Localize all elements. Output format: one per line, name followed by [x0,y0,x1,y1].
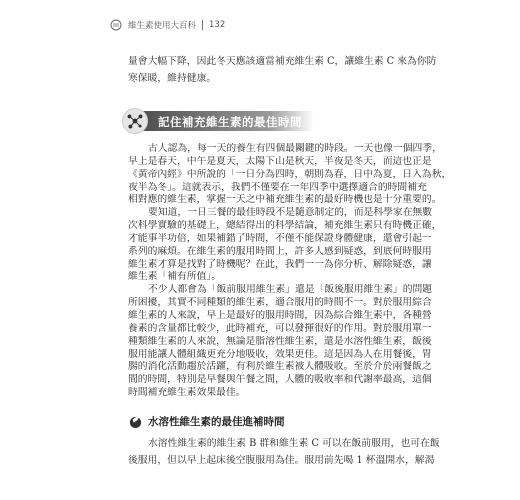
page-number: 132 [209,20,226,30]
text-line: 古人認為，每一天的養生有四個最關鍵的時段。一天也像一個四季， [148,143,442,154]
paragraph-2 [128,207,442,284]
leaf-drop-icon [128,414,143,429]
text-line: 後服用，但以早上起床後空腹服用為佳。服用前先喝 1 杯溫開水，解渴 [128,454,435,466]
molecule-icon [123,109,147,133]
text-line: 相對應的維生素，掌握一天之中補充維生素的最好時機也是十分重要的。 [128,194,442,206]
text-line: 維生素的人來說，早上是最好的服用時間，因為綜合維生素中，各種營 [128,310,432,322]
section-title: 記住補充維生素的最佳時間 [158,115,302,129]
text-line: 才能事半功倍，如果補錯了時間，不僅不能保證身體健康，還會引起一 [128,232,432,244]
header-divider [202,20,203,30]
section-banner [122,108,372,134]
text-line: 系列的麻煩。在維生素的服用時間上，許多人感到疑惑，到底何時服用 [128,245,432,257]
text-line: 種類維生素的人來說，無論是脂溶性維生素，還是水溶性維生素，飯後 [128,335,432,347]
text-line: 次科學實驗的基礎上，總結得出的科學結論，補充維生素只有時機正確， [128,220,442,232]
paragraph-3 [128,284,432,400]
intro-paragraph [128,54,436,87]
text-line: 腸的消化活動趨於活躍，有利於維生素被人體吸收。至於介於兩餐飯之 [128,361,432,373]
text-line: 量會大幅下降，因此冬天應該適當補充維生素 C，讓維生素 C 來為你防 [128,56,437,67]
subsection-heading [128,414,285,429]
text-line: 維生素才算是找對了時機呢？在此，我們一一為你分析、解除疑惑，讓 [128,258,432,270]
paragraph-1 [128,143,451,207]
text-line: 早上是春天，中午是夏天，太陽下山是秋天，半夜是冬天，而這也正是 [128,155,432,167]
text-line: 養素的含量都比較少，此時補充，可以發揮很好的作用。對於服用單一 [128,322,432,334]
text-line: 《黃帝內經》中所說的「一日分為四時，朝則為春，日中為夏，日入為秋， [128,168,452,180]
text-line: 維生素「補有所值」。 [128,271,222,283]
header-title: 維生素使用大百科 [128,21,197,31]
paragraph-4 [128,436,440,469]
banner-badge [122,108,148,134]
text-line: 要知道，一日三餐的最佳時段不是隨意制定的，而是科學家在無數 [148,207,433,219]
book-logo-icon [110,19,122,31]
text-line: 夜半為冬」。這就表示，我們不僅要在一年四季中選擇適合的時間補充 [128,181,427,193]
running-header [110,17,225,33]
text-line: 間的時間，特別是早餐與午餐之間，人體的吸收率和代謝率最高，這個 [128,374,432,386]
text-line: 寒保暖，維持健康。 [128,72,217,84]
subsection-title: 水溶性維生素的最佳進補時間 [148,416,285,428]
text-line: 水溶性維生素的維生素 B 群和維生素 C 可以在飯前服用，也可在飯 [148,438,440,449]
text-line: 時間補充維生素效果最佳。 [128,387,246,399]
text-line: 不少人都會為「飯前服用維生素」還是「飯後服用維生素」的問題 [148,284,433,296]
text-line: 服用能讓人體組織更充分地吸收，效果更佳。這是因為人在用餐後，胃 [128,348,432,360]
text-line: 所困擾，其實不同種類的維生素，適合服用的時間不一。對於服用綜合 [128,297,432,309]
